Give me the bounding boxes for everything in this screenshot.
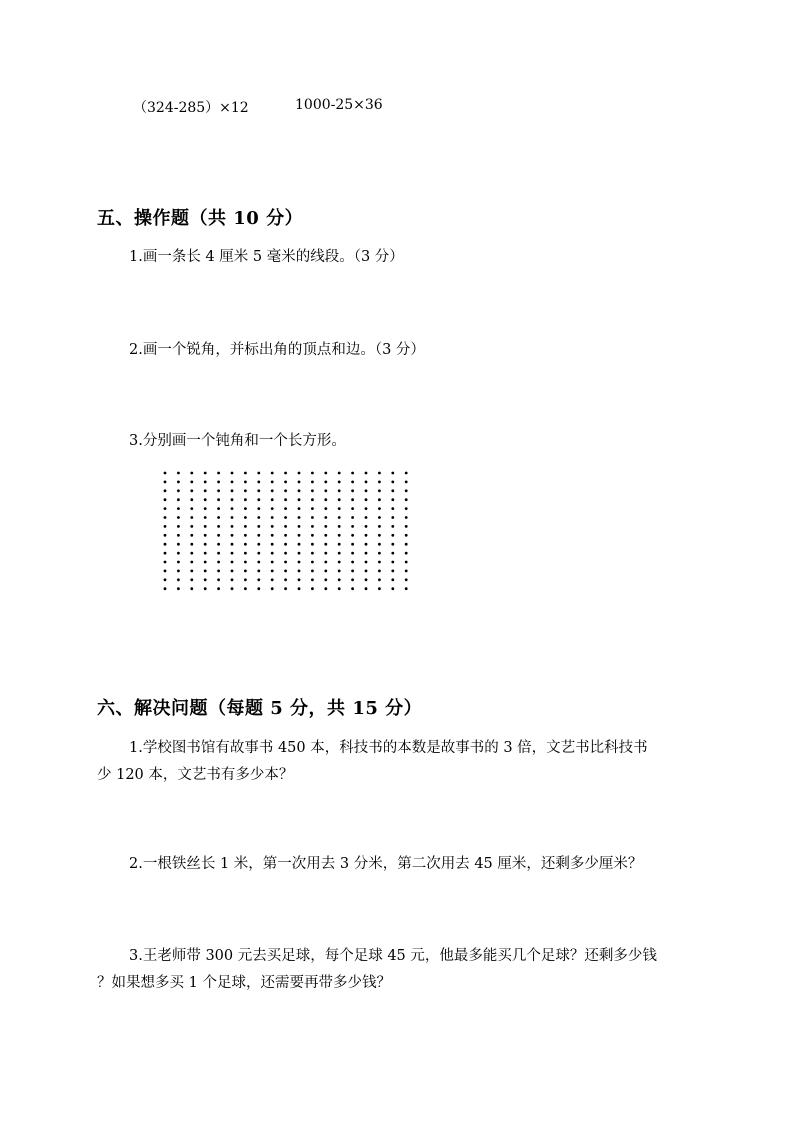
grid-dot	[257, 498, 260, 501]
section-6-question-1-line-1: 1.学校图书馆有故事书 450 本，科技书的本数是故事书的 3 倍，文艺书比科技书	[129, 740, 648, 756]
grid-dot	[324, 570, 327, 573]
grid-dot	[338, 534, 341, 537]
grid-dot	[365, 489, 368, 492]
grid-dot	[351, 578, 354, 581]
grid-dot	[338, 543, 341, 546]
grid-dot	[391, 543, 394, 546]
grid-dot	[190, 516, 193, 519]
grid-dot	[177, 472, 180, 475]
grid-dot	[204, 561, 207, 564]
grid-dot	[378, 481, 381, 484]
grid-dot	[405, 543, 408, 546]
grid-dot	[351, 570, 354, 573]
grid-dot	[378, 498, 381, 501]
grid-dot	[190, 570, 193, 573]
grid-dot	[405, 587, 408, 590]
grid-dot	[405, 516, 408, 519]
grid-dot	[231, 525, 234, 528]
grid-dot	[298, 516, 301, 519]
section-6-question-3-line-2: ？如果想多买 1 个足球，还需要再带多少钱？	[97, 975, 391, 991]
grid-dot	[271, 472, 274, 475]
grid-dot	[217, 561, 220, 564]
grid-dot	[311, 516, 314, 519]
grid-dot	[190, 472, 193, 475]
grid-dot	[365, 498, 368, 501]
grid-dot	[217, 525, 220, 528]
grid-dot	[217, 552, 220, 555]
grid-dot	[351, 587, 354, 590]
grid-dot	[391, 498, 394, 501]
section-6-question-1-line-2: 少 120 本，文艺书有多少本？	[97, 767, 294, 783]
grid-dot	[378, 516, 381, 519]
grid-dot	[164, 534, 167, 537]
grid-dot	[164, 472, 167, 475]
grid-dot	[391, 561, 394, 564]
grid-dot	[164, 481, 167, 484]
grid-dot	[324, 561, 327, 564]
grid-dot	[365, 516, 368, 519]
grid-dot	[190, 534, 193, 537]
grid-dot	[311, 525, 314, 528]
grid-dot	[190, 498, 193, 501]
grid-dot	[324, 481, 327, 484]
grid-dot	[177, 578, 180, 581]
grid-dot	[190, 552, 193, 555]
grid-dot	[231, 578, 234, 581]
grid-dot	[311, 561, 314, 564]
grid-dot	[378, 570, 381, 573]
grid-dot	[231, 472, 234, 475]
grid-dot	[177, 552, 180, 555]
grid-dot	[351, 489, 354, 492]
grid-dot	[217, 578, 220, 581]
grid-dot	[177, 481, 180, 484]
grid-dot	[351, 561, 354, 564]
grid-dot	[311, 543, 314, 546]
grid-dot	[204, 489, 207, 492]
grid-dot	[244, 561, 247, 564]
grid-dot	[405, 481, 408, 484]
section-6-title: 六、解决问题（每题 5 分，共 15 分）	[97, 698, 423, 719]
grid-dot	[231, 570, 234, 573]
grid-dot	[391, 570, 394, 573]
grid-dot	[284, 525, 287, 528]
grid-dot	[164, 587, 167, 590]
grid-dot	[324, 516, 327, 519]
grid-dot	[324, 578, 327, 581]
grid-dot	[284, 481, 287, 484]
grid-dot	[311, 587, 314, 590]
grid-dot	[257, 587, 260, 590]
grid-dot	[365, 534, 368, 537]
section-5-question-1: 1.画一条长 4 厘米 5 毫米的线段。（3 分）	[129, 249, 404, 265]
grid-dot	[164, 552, 167, 555]
grid-dot	[190, 489, 193, 492]
grid-dot	[311, 472, 314, 475]
grid-dot	[231, 481, 234, 484]
grid-dot	[244, 472, 247, 475]
grid-dot	[164, 507, 167, 510]
grid-dot	[378, 472, 381, 475]
grid-dot	[338, 578, 341, 581]
grid-dot	[257, 561, 260, 564]
grid-dot	[378, 525, 381, 528]
grid-dot	[217, 507, 220, 510]
grid-dot	[365, 578, 368, 581]
grid-dot	[271, 516, 274, 519]
grid-dot	[311, 481, 314, 484]
grid-dot	[177, 516, 180, 519]
grid-dot	[298, 481, 301, 484]
grid-dot	[405, 561, 408, 564]
grid-dot	[324, 543, 327, 546]
grid-dot	[271, 587, 274, 590]
grid-dot	[338, 525, 341, 528]
grid-dot	[271, 534, 274, 537]
calc-expression-1: （324-285）×12	[133, 100, 249, 116]
grid-dot	[271, 507, 274, 510]
grid-dot	[271, 578, 274, 581]
grid-dot	[298, 507, 301, 510]
grid-dot	[391, 507, 394, 510]
grid-dot	[311, 498, 314, 501]
grid-dot	[391, 516, 394, 519]
grid-dot	[324, 534, 327, 537]
grid-dot	[324, 498, 327, 501]
grid-dot	[204, 578, 207, 581]
grid-dot	[271, 489, 274, 492]
grid-dot	[378, 507, 381, 510]
grid-dot	[204, 552, 207, 555]
grid-dot	[405, 570, 408, 573]
grid-dot	[311, 507, 314, 510]
grid-dot	[311, 578, 314, 581]
grid-dot	[204, 570, 207, 573]
grid-dot	[257, 525, 260, 528]
grid-dot	[284, 472, 287, 475]
grid-dot	[164, 498, 167, 501]
grid-dot	[190, 587, 193, 590]
grid-dot	[271, 498, 274, 501]
grid-dot	[164, 525, 167, 528]
grid-dot	[324, 507, 327, 510]
grid-dot	[284, 489, 287, 492]
grid-dot	[284, 578, 287, 581]
grid-dot	[217, 489, 220, 492]
section-6-question-2: 2.一根铁丝长 1 米，第一次用去 3 分米，第二次用去 45 厘米，还剩多少厘米？	[129, 856, 643, 872]
grid-dot	[231, 489, 234, 492]
grid-dot	[298, 498, 301, 501]
grid-dot	[298, 587, 301, 590]
grid-dot	[231, 516, 234, 519]
grid-dot	[164, 489, 167, 492]
grid-dot	[257, 481, 260, 484]
grid-dot	[177, 489, 180, 492]
grid-dot	[365, 570, 368, 573]
grid-dot	[378, 578, 381, 581]
grid-dot	[351, 481, 354, 484]
grid-dot	[244, 489, 247, 492]
grid-dot	[164, 516, 167, 519]
grid-dot	[244, 481, 247, 484]
grid-dot	[271, 570, 274, 573]
grid-dot	[164, 578, 167, 581]
grid-dot	[284, 534, 287, 537]
grid-dot	[284, 498, 287, 501]
grid-dot	[365, 481, 368, 484]
grid-dot	[298, 489, 301, 492]
grid-dot	[271, 525, 274, 528]
grid-dot	[351, 472, 354, 475]
grid-dot	[204, 525, 207, 528]
grid-dot	[338, 561, 341, 564]
grid-dot	[391, 481, 394, 484]
grid-dot	[231, 534, 234, 537]
grid-dot	[231, 507, 234, 510]
grid-dot	[284, 561, 287, 564]
grid-dot	[244, 587, 247, 590]
grid-dot	[284, 507, 287, 510]
grid-dot	[351, 507, 354, 510]
section-5-question-2: 2.画一个锐角，并标出角的顶点和边。（3 分）	[129, 342, 425, 358]
grid-dot	[244, 578, 247, 581]
grid-dot	[405, 507, 408, 510]
grid-dot	[177, 525, 180, 528]
grid-dot	[257, 534, 260, 537]
grid-dot	[177, 561, 180, 564]
grid-dot	[204, 543, 207, 546]
grid-dot	[298, 552, 301, 555]
grid-dot	[391, 578, 394, 581]
grid-dot	[284, 552, 287, 555]
grid-dot	[405, 534, 408, 537]
grid-dot	[298, 472, 301, 475]
grid-dot	[298, 578, 301, 581]
grid-dot	[177, 507, 180, 510]
grid-dot	[231, 498, 234, 501]
grid-dot	[378, 561, 381, 564]
grid-dot	[405, 525, 408, 528]
grid-dot	[244, 516, 247, 519]
grid-dot	[231, 543, 234, 546]
grid-dot	[257, 543, 260, 546]
grid-dot	[324, 472, 327, 475]
grid-dot	[378, 587, 381, 590]
grid-dot	[351, 552, 354, 555]
grid-dot	[311, 534, 314, 537]
grid-dot	[177, 587, 180, 590]
grid-dot	[324, 587, 327, 590]
grid-dot	[244, 498, 247, 501]
grid-dot	[204, 587, 207, 590]
grid-dot	[217, 587, 220, 590]
grid-dot	[271, 543, 274, 546]
grid-dot	[244, 552, 247, 555]
grid-dot	[365, 525, 368, 528]
grid-dot	[324, 489, 327, 492]
grid-dot	[311, 570, 314, 573]
grid-dot	[217, 543, 220, 546]
grid-dot	[351, 516, 354, 519]
grid-dot	[378, 552, 381, 555]
grid-dot	[324, 525, 327, 528]
grid-dot	[338, 570, 341, 573]
grid-dot	[338, 552, 341, 555]
grid-dot	[298, 561, 301, 564]
grid-dot	[298, 534, 301, 537]
grid-dot	[338, 489, 341, 492]
grid-dot	[391, 534, 394, 537]
grid-dot	[391, 489, 394, 492]
grid-dot	[338, 472, 341, 475]
grid-dot	[365, 472, 368, 475]
grid-dot	[378, 534, 381, 537]
grid-dot	[378, 543, 381, 546]
grid-dot	[391, 587, 394, 590]
grid-dot	[177, 543, 180, 546]
section-5-question-3: 3.分别画一个钝角和一个长方形。	[129, 433, 346, 449]
grid-dot	[405, 472, 408, 475]
grid-dot	[257, 489, 260, 492]
grid-dot	[324, 552, 327, 555]
grid-dot	[405, 552, 408, 555]
grid-dot	[298, 525, 301, 528]
grid-dot	[177, 534, 180, 537]
grid-dot	[284, 543, 287, 546]
grid-dot	[338, 587, 341, 590]
grid-dot	[231, 561, 234, 564]
grid-dot	[311, 552, 314, 555]
section-5-title: 五、操作题（共 10 分）	[97, 208, 304, 229]
grid-dot	[204, 481, 207, 484]
grid-dot	[244, 534, 247, 537]
grid-dot	[244, 507, 247, 510]
grid-dot	[351, 543, 354, 546]
grid-dot	[365, 561, 368, 564]
grid-dot	[365, 552, 368, 555]
grid-dot	[405, 578, 408, 581]
grid-dot	[204, 498, 207, 501]
grid-dot	[391, 552, 394, 555]
grid-dot	[298, 543, 301, 546]
grid-dot	[164, 561, 167, 564]
grid-dot	[257, 578, 260, 581]
grid-dot	[190, 578, 193, 581]
grid-dot	[244, 525, 247, 528]
grid-dot	[190, 507, 193, 510]
grid-dot	[365, 507, 368, 510]
grid-dot	[338, 516, 341, 519]
grid-dot	[204, 534, 207, 537]
grid-dot	[190, 543, 193, 546]
grid-dot	[217, 570, 220, 573]
grid-dot	[271, 481, 274, 484]
grid-dot	[284, 587, 287, 590]
grid-dot	[391, 472, 394, 475]
grid-dot	[284, 570, 287, 573]
grid-dot	[257, 472, 260, 475]
grid-dot	[405, 498, 408, 501]
grid-dot	[204, 472, 207, 475]
grid-dot	[177, 570, 180, 573]
grid-dot	[351, 525, 354, 528]
grid-dot	[351, 498, 354, 501]
calc-expression-2: 1000-25×36	[295, 97, 383, 113]
grid-dot	[257, 552, 260, 555]
grid-dot	[338, 507, 341, 510]
grid-dot	[164, 570, 167, 573]
grid-dot	[391, 525, 394, 528]
grid-dot	[351, 534, 354, 537]
grid-dot	[257, 570, 260, 573]
grid-dot	[217, 534, 220, 537]
grid-dot	[257, 516, 260, 519]
grid-dot	[164, 543, 167, 546]
grid-dot	[217, 472, 220, 475]
grid-dot	[284, 516, 287, 519]
section-6-question-3-line-1: 3.王老师带 300 元去买足球，每个足球 45 元，他最多能买几个足球？还剩多少钱	[129, 948, 657, 964]
grid-dot	[217, 498, 220, 501]
grid-dot	[365, 543, 368, 546]
grid-dot	[338, 481, 341, 484]
grid-dot	[244, 543, 247, 546]
grid-dot	[378, 489, 381, 492]
grid-dot	[311, 489, 314, 492]
grid-dot	[217, 481, 220, 484]
grid-dot	[217, 516, 220, 519]
dot-grid[interactable]	[160, 468, 410, 596]
grid-dot	[271, 552, 274, 555]
grid-dot	[204, 507, 207, 510]
grid-dot	[405, 489, 408, 492]
grid-dot	[190, 561, 193, 564]
grid-dot	[244, 570, 247, 573]
grid-dot	[257, 507, 260, 510]
grid-dot	[365, 587, 368, 590]
grid-dot	[338, 498, 341, 501]
grid-dot	[204, 516, 207, 519]
grid-dot	[177, 498, 180, 501]
grid-dot	[231, 552, 234, 555]
grid-dot	[190, 481, 193, 484]
grid-dot	[231, 587, 234, 590]
grid-dot	[271, 561, 274, 564]
grid-dot	[298, 570, 301, 573]
grid-dot	[190, 525, 193, 528]
